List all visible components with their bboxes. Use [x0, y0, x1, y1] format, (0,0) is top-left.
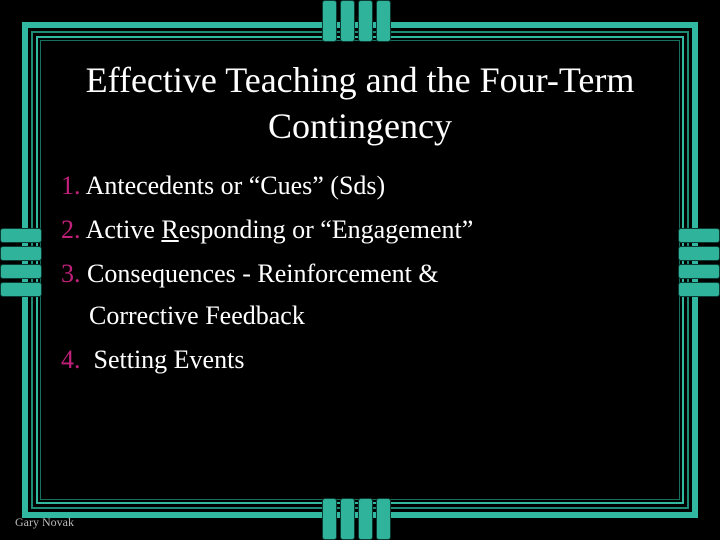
point-text: Antecedents or “Cues” (Sds) — [80, 171, 386, 200]
point-text-underlined: R — [161, 215, 179, 244]
point-number: 4. — [61, 345, 81, 374]
point-text-continuation: Corrective Feedback — [89, 301, 305, 330]
point-text: Setting Events — [80, 345, 245, 374]
list-item — [61, 208, 661, 252]
point-number: 3. — [61, 259, 81, 288]
list-item — [61, 164, 661, 208]
left-decorative-bars — [0, 228, 42, 297]
point-text-post: esponding or “Engagement” — [178, 215, 474, 244]
point-number: 1. — [61, 171, 81, 200]
list-item — [61, 252, 661, 338]
slide-title: Effective Teaching and the Four-Term Contingency — [85, 60, 635, 146]
point-number: 2. — [61, 215, 81, 244]
bottom-decorative-bars — [322, 498, 391, 540]
points-list — [61, 164, 661, 382]
top-decorative-bars — [322, 0, 391, 42]
point-text-pre: Active — [80, 215, 162, 244]
right-decorative-bars — [678, 228, 720, 297]
point-text: Consequences - Reinforcement & — [80, 259, 439, 288]
list-item — [61, 338, 661, 382]
author-footer: Gary Novak — [15, 515, 74, 529]
